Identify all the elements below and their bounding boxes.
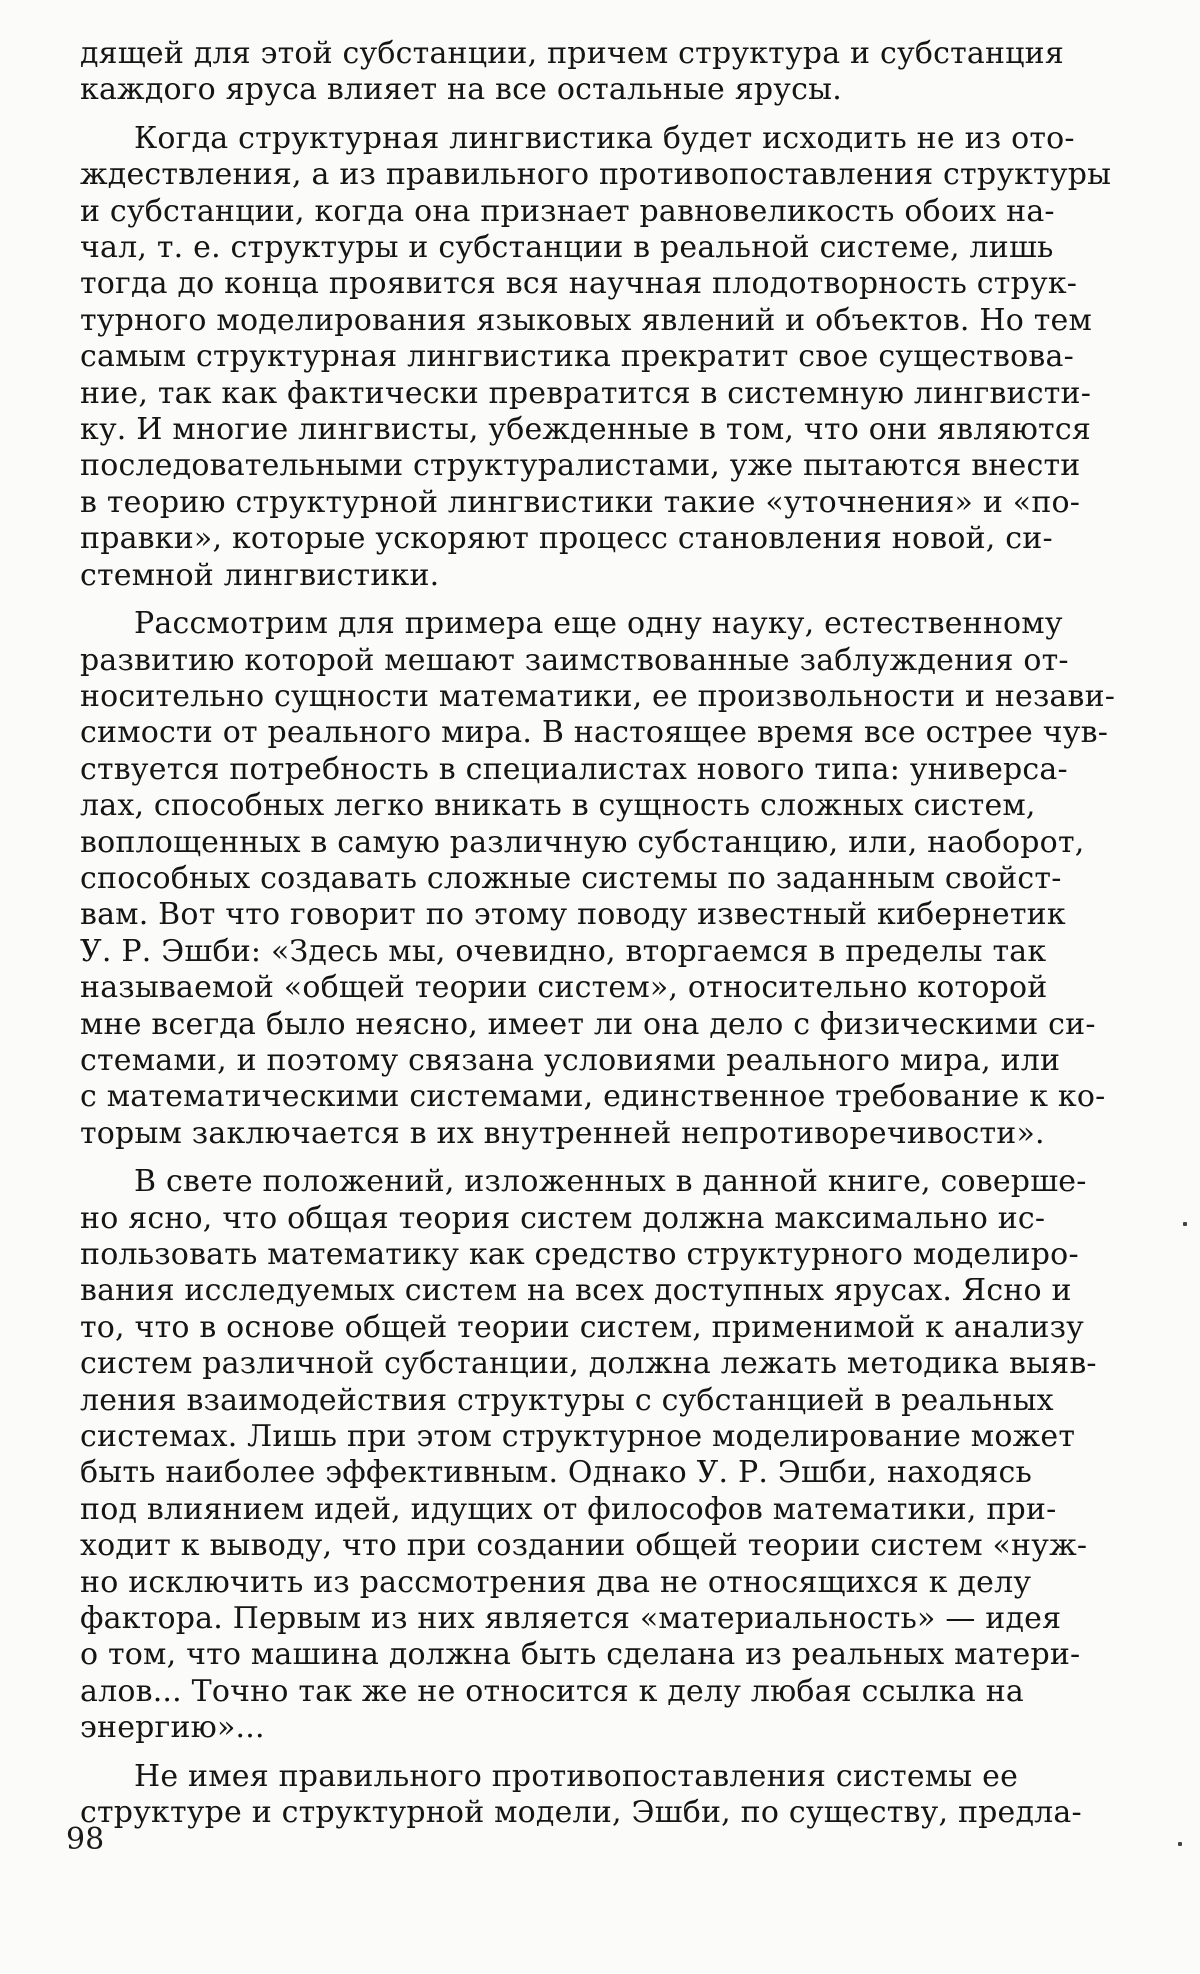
text-line: Когда структурная лингвистика будет исходить не из ото- <box>134 120 1075 156</box>
text-line: вания исследуемых систем на всех доступных ярусах. Ясно и <box>80 1273 1072 1309</box>
text-line: системах. Лишь при этом структурное моделирование может <box>80 1419 1076 1455</box>
text-line: тогда до конца проявится вся научная плодотворность струк- <box>80 266 1078 302</box>
text-line: энергию»... <box>80 1710 265 1746</box>
text-line: У. Р. Эшби: «Здесь мы, очевидно, вторгаемся в пределы так <box>80 933 1047 969</box>
page-number: 98 <box>66 1822 105 1857</box>
text-line: воплощенных в самую различную субстанцию, или, наоборот, <box>80 824 1085 860</box>
text-line: ку. И многие лингвисты, убежденные в том, что они являются <box>80 412 1091 448</box>
print-speck <box>1178 1842 1182 1846</box>
text-line: симости от реального мира. В настоящее время все острее чув- <box>80 715 1109 751</box>
text-line: в теорию структурной лингвистики такие «уточнения» и «по- <box>80 484 1081 520</box>
paragraph <box>80 1164 1115 1747</box>
text-line: каждого яруса влияет на все остальные ярусы. <box>80 72 842 108</box>
text-line: мне всегда было неясно, имеет ли она дело с физическими си- <box>80 1006 1096 1042</box>
text-line: с математическими системами, единственное требование к ко- <box>80 1079 1106 1115</box>
text-line: то, что в основе общей теории систем, применимой к анализу <box>80 1309 1085 1345</box>
text-line: но исключить из рассмотрения два не относящихся к делу <box>80 1564 1032 1600</box>
text-line: быть наиболее эффективным. Однако У. Р. Эшби, находясь <box>80 1455 1033 1491</box>
text-line: фактора. Первым из них является «материальность» — идея <box>80 1601 1062 1637</box>
text-line: ствуется потребность в специалистах нового типа: универса- <box>80 751 1068 787</box>
text-line: о том, что машина должна быть сделана из реальных матери- <box>80 1637 1081 1673</box>
text-line: торым заключается в их внутренней непротиворечивости». <box>80 1115 1045 1151</box>
paragraph <box>80 121 1115 594</box>
text-line: лах, способных легко вникать в сущность сложных систем, <box>80 788 1036 824</box>
text-line: развитию которой мешают заимствованные заблуждения от- <box>80 642 1069 678</box>
text-line: способных создавать сложные системы по заданным свойст- <box>80 860 1062 896</box>
text-line: Рассмотрим для примера еще одну науку, естественному <box>134 606 1063 642</box>
text-line: под влиянием идей, идущих от философов математики, при- <box>80 1491 1057 1527</box>
text-line: дящей для этой субстанции, причем структура и субстанция <box>80 36 1064 71</box>
text-line: Не имея правильного противопоставления системы ее <box>134 1758 1019 1794</box>
text-line: ходит к выводу, что при создании общей теории систем «нуж- <box>80 1528 1088 1564</box>
paragraph <box>80 1759 1115 1832</box>
text-line: турного моделирования языковых явлений и объектов. Но тем <box>80 302 1093 338</box>
text-line: носительно сущности математики, ее произвольности и незави- <box>80 678 1116 714</box>
text-line: структуре и структурной модели, Эшби, по существу, предла- <box>80 1795 1082 1831</box>
paragraph <box>80 36 1115 109</box>
text-line: самым структурная лингвистика прекратит свое существова- <box>80 339 1074 375</box>
text-line: и субстанции, когда она признает равновеликость обоих на- <box>80 193 1055 229</box>
text-line: называемой «общей теории систем», относительно которой <box>80 970 1048 1006</box>
text-line: но ясно, что общая теория систем должна максимально ис- <box>80 1200 1046 1236</box>
text-line: ления взаимодействия структуры с субстанцией в реальных <box>80 1382 1054 1418</box>
paragraph <box>80 606 1115 1152</box>
text-line: вам. Вот что говорит по этому поводу известный кибернетик <box>80 897 1066 933</box>
text-line: ждествления, а из правильного противопоставления структуры <box>80 157 1112 193</box>
body-text <box>80 36 1115 1832</box>
text-line: правки», которые ускоряют процесс становления новой, си- <box>80 521 1053 557</box>
text-line: стемной лингвистики. <box>80 557 440 593</box>
text-line: стемами, и поэтому связана условиями реального мира, или <box>80 1042 1061 1078</box>
text-line: чал, т. е. структуры и субстанции в реальной системе, лишь <box>80 230 1054 266</box>
text-line: систем различной субстанции, должна лежать методика выяв- <box>80 1346 1097 1382</box>
text-line: пользовать математику как средство структурного моделиро- <box>80 1237 1079 1272</box>
print-speck <box>1183 1222 1187 1226</box>
text-line: ние, так как фактически превратится в системную лингвисти- <box>80 375 1092 411</box>
text-line: алов... Точно так же не относится к делу любая ссылка на <box>80 1673 1024 1709</box>
text-line: последовательными структуралистами, уже пытаются внести <box>80 448 1081 484</box>
text-line: В свете положений, изложенных в данной книге, соверше- <box>134 1164 1087 1200</box>
